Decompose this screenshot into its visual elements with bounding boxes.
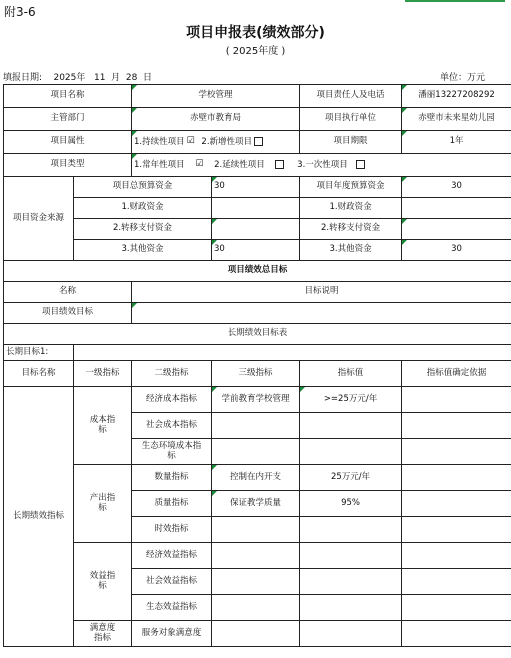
- value-cell[interactable]: [300, 543, 402, 569]
- fiscal-label-annual: 1.财政资金: [300, 198, 402, 219]
- attr-opt2-label: 2.新增性项目: [201, 136, 253, 147]
- fiscal-value-total[interactable]: [212, 198, 300, 219]
- level2-cell: 社会效益指标: [132, 569, 212, 595]
- basis-cell[interactable]: [402, 543, 511, 569]
- row-fund-transfer: [4, 219, 511, 240]
- level3-cell[interactable]: [212, 517, 300, 543]
- type-label: 项目类型: [4, 154, 132, 177]
- level3-cell[interactable]: 保证教学质量: [212, 491, 300, 517]
- longterm-goal1-value[interactable]: [74, 345, 511, 361]
- fund-annual-label: 项目年度预算资金: [300, 177, 402, 198]
- value-cell[interactable]: 25万元/年: [300, 465, 402, 491]
- row-fund-other: [4, 240, 511, 261]
- fill-date: 填报日期: 2025年 11 月 28 日: [3, 73, 153, 83]
- row-longterm-heading: [4, 324, 511, 345]
- transfer-label-annual: 2.转移支付资金: [300, 219, 402, 240]
- row-fund-total: [4, 177, 511, 198]
- basis-cell[interactable]: [402, 491, 511, 517]
- level2-cell: 经济成本指标: [132, 387, 212, 413]
- level2-cell: 时效指标: [132, 517, 212, 543]
- transfer-label-total: 2.转移支付资金: [74, 219, 212, 240]
- attr-opt1-checkbox[interactable]: ☑: [186, 135, 195, 146]
- longterm-goal1-label: 长期目标1:: [4, 345, 74, 361]
- value-cell[interactable]: [300, 413, 402, 439]
- row-fund-fiscal: [4, 198, 511, 219]
- basis-cell[interactable]: [402, 439, 511, 465]
- attr-opt1-label: 1.持续性项目: [134, 136, 185, 147]
- period-value[interactable]: 1年: [402, 131, 511, 154]
- sheet-tab-indicator: [405, 0, 505, 2]
- basis-cell[interactable]: [402, 569, 511, 595]
- form-title: 项目申报表(绩效部分): [186, 25, 325, 41]
- attribute-label: 项目属性: [4, 131, 132, 154]
- indicator-row: [4, 543, 511, 569]
- exec-unit-value[interactable]: 赤壁市未来星幼儿园: [402, 108, 511, 131]
- attribute-options[interactable]: [132, 131, 300, 154]
- other-label-annual: 3.其他资金: [300, 240, 402, 261]
- fiscal-label-total: 1.财政资金: [74, 198, 212, 219]
- fund-annual-value[interactable]: 30: [402, 177, 511, 198]
- fiscal-value-annual[interactable]: [402, 198, 511, 219]
- level2-cell: 社会成本指标: [132, 413, 212, 439]
- header-level3: 三级指标: [212, 361, 300, 387]
- level2-cell: 生态环境成本指标: [132, 439, 212, 465]
- attachment-number: 附3-6: [4, 5, 36, 19]
- basis-cell[interactable]: [402, 621, 511, 647]
- level3-cell[interactable]: [212, 543, 300, 569]
- type-opt3-label: 3.一次性项目: [297, 159, 348, 170]
- amount-unit: 单位：万元: [440, 73, 486, 83]
- value-cell[interactable]: [300, 569, 402, 595]
- header-level2: 二级指标: [132, 361, 212, 387]
- responsible-label: 项目责任人及电话: [300, 85, 402, 108]
- type-opt3-checkbox[interactable]: [356, 160, 365, 169]
- value-cell[interactable]: [300, 439, 402, 465]
- fund-total-value[interactable]: 30: [212, 177, 300, 198]
- level1-satisfaction: 满意度指标: [74, 621, 132, 647]
- overall-desc-label: 目标说明: [132, 282, 511, 303]
- row-longterm-goal1: [4, 345, 511, 361]
- header-value: 指标值: [300, 361, 402, 387]
- header-level1: 一级指标: [74, 361, 132, 387]
- value-cell[interactable]: [300, 621, 402, 647]
- declaration-table: [3, 84, 511, 647]
- type-opt1-label: 1.常年性项目: [134, 159, 185, 170]
- overall-goal-value[interactable]: [132, 303, 511, 324]
- level1-benefit: 效益指标: [74, 543, 132, 621]
- longterm-heading: 长期绩效目标表: [4, 324, 511, 345]
- row-overall-header: [4, 282, 511, 303]
- row-longterm-headers: [4, 361, 511, 387]
- type-opt1-checkbox[interactable]: ☑: [195, 158, 204, 169]
- value-cell[interactable]: >=25万元/年: [300, 387, 402, 413]
- indicator-row: [4, 387, 511, 413]
- header-goal-name: 目标名称: [4, 361, 74, 387]
- level3-cell[interactable]: 学前教育学校管理: [212, 387, 300, 413]
- basis-cell[interactable]: [402, 595, 511, 621]
- level3-cell[interactable]: [212, 439, 300, 465]
- row-project-name: [4, 85, 511, 108]
- level2-cell: 生态效益指标: [132, 595, 212, 621]
- level3-cell[interactable]: 控制在内开支: [212, 465, 300, 491]
- indicator-row: [4, 465, 511, 491]
- level2-cell: 服务对象满意度: [132, 621, 212, 647]
- other-value-annual[interactable]: 30: [402, 240, 511, 261]
- basis-cell[interactable]: [402, 387, 511, 413]
- type-opt2-label: 2.延续性项目: [214, 159, 265, 170]
- transfer-value-annual[interactable]: [402, 219, 511, 240]
- other-label-total: 3.其他资金: [74, 240, 212, 261]
- level3-cell[interactable]: [212, 595, 300, 621]
- exec-unit-label: 项目执行单位: [300, 108, 402, 131]
- level2-cell: 数量指标: [132, 465, 212, 491]
- row-attribute: [4, 131, 511, 154]
- attr-opt2-checkbox[interactable]: [254, 137, 263, 146]
- overall-goal-label: 项目绩效目标: [4, 303, 132, 324]
- level3-cell[interactable]: [212, 413, 300, 439]
- department-label: 主管部门: [4, 108, 132, 131]
- row-type: [4, 154, 511, 177]
- basis-cell[interactable]: [402, 413, 511, 439]
- basis-cell[interactable]: [402, 465, 511, 491]
- row-department: [4, 108, 511, 131]
- level2-cell: 经济效益指标: [132, 543, 212, 569]
- basis-cell[interactable]: [402, 517, 511, 543]
- longterm-goal-name: 长期绩效指标: [4, 387, 74, 647]
- project-name-value[interactable]: 学校管理: [132, 85, 300, 108]
- level2-cell: 质量指标: [132, 491, 212, 517]
- row-overall-heading: [4, 261, 511, 282]
- type-opt2-checkbox[interactable]: [275, 160, 284, 169]
- type-options[interactable]: [132, 154, 511, 177]
- department-value[interactable]: 赤壁市教育局: [132, 108, 300, 131]
- fund-source-label: 项目资金来源: [4, 177, 74, 261]
- level1-cost: 成本指标: [74, 387, 132, 465]
- fund-total-label: 项目总预算资金: [74, 177, 212, 198]
- other-value-total[interactable]: 30: [212, 240, 300, 261]
- project-name-label: 项目名称: [4, 85, 132, 108]
- overall-goal-heading: 项目绩效总目标: [4, 261, 511, 282]
- overall-name-label: 名称: [4, 282, 132, 303]
- indicator-row: [4, 621, 511, 647]
- transfer-value-total[interactable]: [212, 219, 300, 240]
- level1-output: 产出指标: [74, 465, 132, 543]
- responsible-value[interactable]: 潘丽13227208292: [402, 85, 511, 108]
- period-label: 项目期限: [300, 131, 402, 154]
- header-basis: 指标值确定依据: [402, 361, 511, 387]
- level3-cell[interactable]: [212, 621, 300, 647]
- row-overall-goal: [4, 303, 511, 324]
- value-cell[interactable]: 95%: [300, 491, 402, 517]
- form-year: ( 2025年度 ): [225, 46, 286, 57]
- value-cell[interactable]: [300, 517, 402, 543]
- value-cell[interactable]: [300, 595, 402, 621]
- level3-cell[interactable]: [212, 569, 300, 595]
